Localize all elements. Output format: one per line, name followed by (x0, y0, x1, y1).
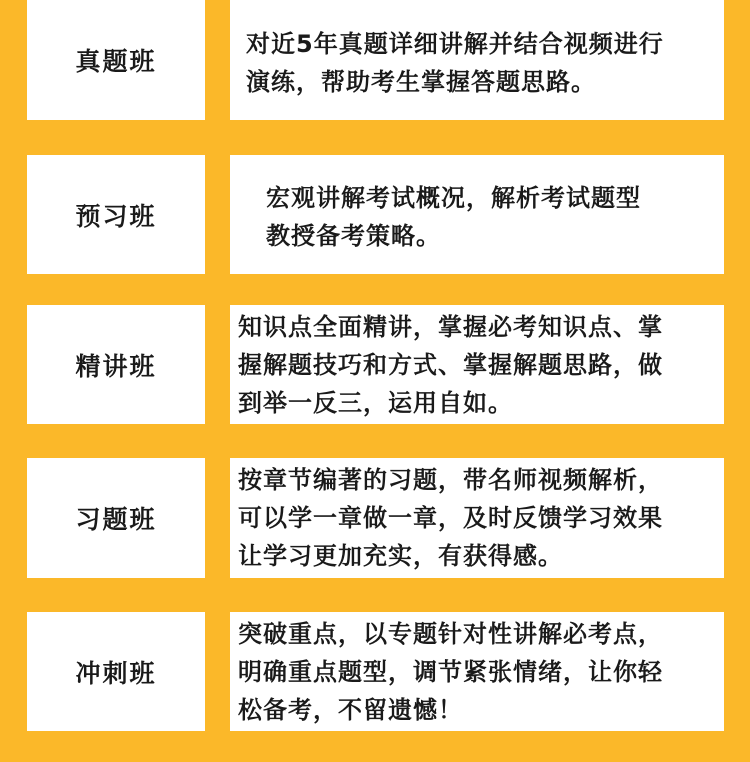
course-label-chongci (27, 612, 205, 731)
course-label-text: 真题班 (75, 47, 157, 76)
course-label-zhenti (27, 0, 205, 120)
course-label-text: 精讲班 (75, 351, 157, 381)
description-line: 明确重点题型，调节紧张情绪，让你轻 (238, 658, 663, 686)
course-description-zhenti (230, 0, 724, 120)
description-line: 知识点全面精讲，掌握必考知识点、掌 (238, 313, 663, 341)
course-description-jingjiang (230, 305, 724, 424)
description-line: 宏观讲解考试概况，解析考试题型 (266, 184, 641, 212)
course-label-yuxi (27, 155, 205, 274)
description-line: 到举一反三，运用自如。 (238, 389, 513, 417)
description-line: 突破重点，以专题针对性讲解必考点， (238, 620, 663, 648)
description-line: 按章节编著的习题，带名师视频解析， (238, 466, 663, 494)
description-line: 可以学一章做一章，及时反馈学习效果 (238, 504, 663, 532)
description-line: 教授备考策略。 (266, 222, 441, 250)
course-label-text: 预习班 (75, 201, 157, 231)
course-description-xiti (230, 458, 724, 578)
course-description-chongci (230, 612, 724, 731)
course-label-jingjiang (27, 305, 205, 424)
course-label-text: 冲刺班 (75, 658, 157, 688)
description-line: 让学习更加充实，有获得感。 (238, 542, 563, 570)
course-description-yuxi (230, 155, 724, 274)
description-line: 对近5年真题详细讲解并结合视频进行 (246, 30, 664, 58)
description-line: 演练，帮助考生掌握答题思路。 (246, 68, 596, 96)
description-line: 松备考，不留遗憾！ (238, 696, 463, 724)
course-label-text: 习题班 (75, 505, 157, 534)
course-label-xiti (27, 458, 205, 578)
description-line: 握解题技巧和方式、掌握解题思路，做 (238, 351, 663, 379)
